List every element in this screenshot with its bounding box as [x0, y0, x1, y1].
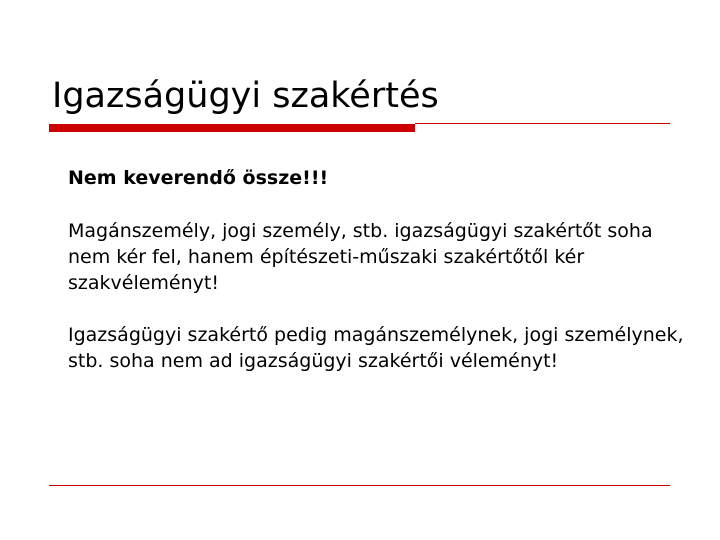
paragraph-1: Magánszemély, jogi személy, stb. igazságügyi szakértőt soha nem kér fel, hanem építészeti-műszaki szakértőtől kér szakvéleményt! — [68, 220, 653, 294]
slide-body — [68, 165, 688, 400]
title-underline-accent — [49, 124, 415, 132]
emphasis-text: Nem keverendő össze!!! — [68, 167, 329, 189]
footer-divider — [49, 485, 670, 486]
slide-title: Igazságügyi szakértés — [52, 76, 439, 116]
title-underline-thin — [415, 123, 670, 124]
paragraph-2: Igazságügyi szakértő pedig magánszemélynek, jogi személynek, stb. soha nem ad igazságügyi szakértői véleményt! — [68, 324, 684, 372]
